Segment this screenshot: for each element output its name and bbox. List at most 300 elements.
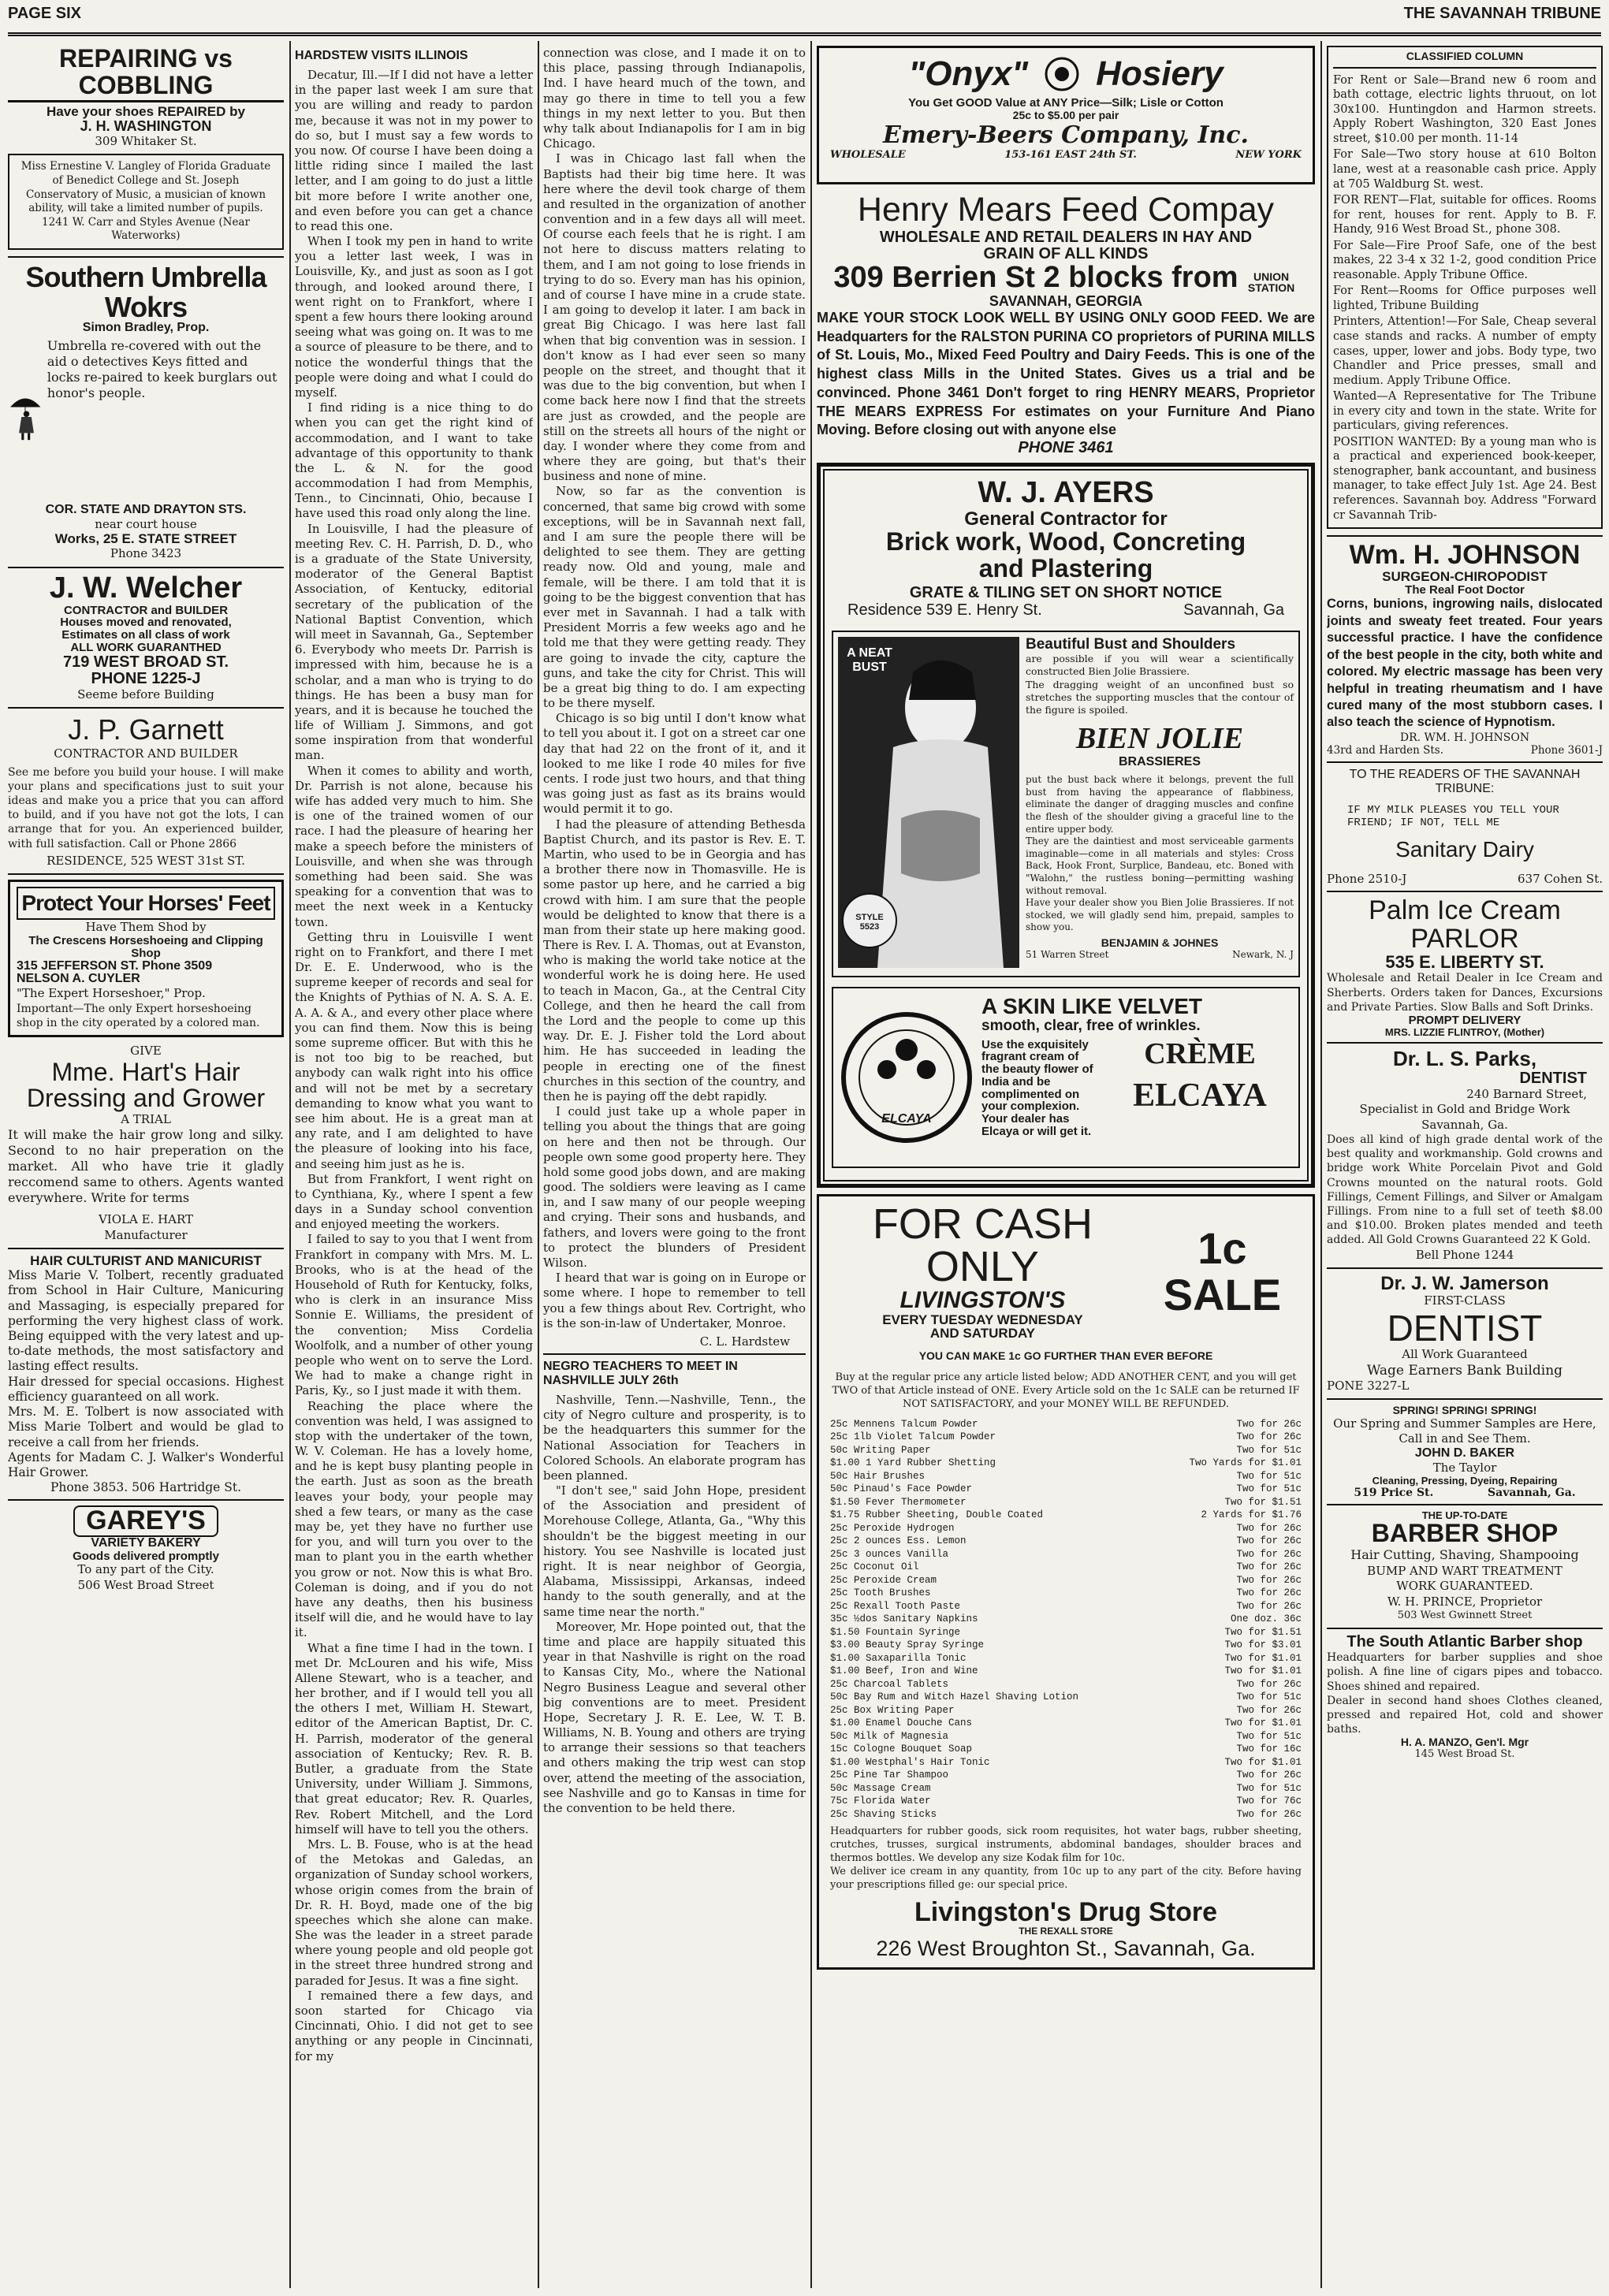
- ad-line: ALL WORK GUARANTHED: [70, 640, 222, 654]
- ad-p4: They are the daintiest and most serviceable garments imaginable—come in all materials and styles: Cross Back, Hook Front, Surplice, Bandeau, etc. Boned with "Walohn," the rustless boning—permitting washing without removal.: [1026, 835, 1294, 896]
- article-paragraph: What a fine time I had in the town. I met Dr. McLouren and his wife, Miss Allene Stewart, who is a teacher, and her brother, and if I would tell you all the others I met, William H. Stewart, editor of the American Baptist, Dr. C. H. Parrish, moderator of the general association of Kentucky; Rev. R. B. Butler, a graduate from the State University, under William J. Simmons, that great educator; Rev. R. Quarles, Rev. Robert Mitchell, and the Lord himself will have to tell you the others.: [295, 1640, 533, 1836]
- ad-mfr: Manufacturer: [104, 1227, 188, 1242]
- ad-address: 503 West Gwinnett Street: [1397, 1609, 1533, 1622]
- article-paragraph: Reaching the place where the convention was held, I was assigned to stop with the undertaker of the town, W. V. Coleman. He has a lovely home, and he is kept busy planting people in the earth. Just as soon as the breath leaves your body, your people may shed a few tears, or many as the case may be, yet they have no further use for you, and will turn you over to the man to plant you in the earth whether you grow or not. Now this is what Bro. Coleman is doing, and if you do not have any deaths, then his business itself will die, and he would have to lay it.: [295, 1398, 533, 1640]
- price-list-row: [830, 1613, 1302, 1626]
- item-name: 25c Shaving Sticks: [830, 1808, 937, 1820]
- ad-sub: WHOLESALE AND RETAIL DEALERS IN HAY AND: [879, 229, 1253, 246]
- emblem-icon: [1044, 56, 1080, 92]
- divider: [1327, 1504, 1603, 1505]
- ad-city: Newark, N. J: [1232, 948, 1294, 960]
- divider: [8, 1499, 284, 1501]
- ad-hart: [8, 1044, 284, 1243]
- price-list-row: [830, 1470, 1302, 1483]
- ad-sub: GRAIN OF ALL KINDS: [983, 245, 1149, 262]
- ad-line: Houses moved and renovated,: [60, 616, 232, 630]
- ad-owner: W. H. PRINCE, Proprietor: [1387, 1594, 1543, 1609]
- item-price: Two for 51c: [1236, 1444, 1302, 1456]
- ad-barber: [1327, 1510, 1603, 1623]
- item-price: Two for 26c: [1236, 1704, 1302, 1716]
- item-price: 2 Yards for $1.76: [1201, 1509, 1302, 1521]
- item-name: $1.00 Saxaparilla Tonic: [830, 1652, 967, 1664]
- item-name: 75c Florida Water: [830, 1795, 931, 1807]
- article-paragraph: Chicago is so big until I don't know what to tell you about it. I got on a street car one day that had 22 on the front of it, and it looked to me like I rode 40 miles for five cents. I rode just two hours, and that thing was going just as fast as its brains would would permit it to go.: [543, 711, 806, 817]
- ad-sub: CONTRACTOR AND BUILDER: [54, 746, 238, 761]
- ad-line: WORK GUARANTEED.: [1396, 1579, 1533, 1594]
- ad-address: 43rd and Harden Sts.: [1327, 743, 1444, 757]
- ad-address: 519 Price St.: [1354, 1486, 1434, 1499]
- ad-address: 719 WEST BROAD ST.: [62, 653, 229, 671]
- ad-residence: RESIDENCE, 525 WEST 31st ST.: [47, 853, 245, 868]
- ad-washington: [8, 46, 284, 149]
- ad-address: 226 West Broughton St., Savannah, Ga.: [876, 1936, 1256, 1960]
- price-list-row: [830, 1535, 1302, 1548]
- item-name: 25c Box Writing Paper: [830, 1704, 955, 1716]
- ad-badge: A NEAT BUST: [847, 646, 892, 674]
- item-name: 25c 3 ounces Vanilla: [830, 1548, 949, 1560]
- ad-line: Have Them Shod by: [85, 919, 207, 934]
- ad-city: NEW YORK: [1235, 148, 1302, 161]
- ad-days: EVERY TUESDAY WEDNESDAY: [882, 1312, 1083, 1327]
- ad-line: Estimates on all class of work: [61, 628, 230, 642]
- flower-wreath-illustration: [840, 995, 974, 1160]
- price-list-row: [830, 1782, 1302, 1795]
- article-title: NEGRO TEACHERS TO MEET IN NASHVILLE JULY 26th: [543, 1359, 738, 1387]
- item-name: $3.00 Beauty Spray Syringe: [830, 1639, 985, 1651]
- page-number: PAGE SIX: [8, 5, 81, 22]
- ad-logo: BIEN JOLIE: [1075, 722, 1244, 756]
- ad-city: SAVANNAH, GEORGIA: [989, 292, 1143, 309]
- price-list-row: [830, 1496, 1302, 1509]
- ad-sub: The Real Foot Doctor: [1405, 582, 1525, 597]
- price-list-row: [830, 1730, 1302, 1743]
- item-name: 50c Milk of Magnesia: [830, 1730, 949, 1742]
- classified-ad: POSITION WANTED: By a young man who is a practical and experienced book-keeper, stenographer, bank accountant, and business manager, to take effect July 1st. Age 24. Best references. Savannah boy. Address "Forward cr Savannah Trib-: [1333, 435, 1596, 522]
- ad-jamerson: [1327, 1274, 1603, 1394]
- item-name: $1.00 Beef, Iron and Wine: [830, 1665, 978, 1677]
- item-name: $1.75 Rubber Sheeting, Double Coated: [830, 1509, 1044, 1521]
- ad-title: Palm Ice Cream: [1369, 895, 1561, 925]
- ad-title: DENTIST: [1519, 1069, 1587, 1087]
- ad-brand: "Onyx": [908, 54, 1029, 93]
- divider: [1327, 1267, 1603, 1269]
- ad-p2: The dragging weight of an unconfined bust so stretches the supporting muscles that the contour of the figure is spoiled.: [1026, 678, 1294, 716]
- ad-give: GIVE: [130, 1044, 162, 1059]
- ad-spring: SPRING! SPRING! SPRING!: [1392, 1404, 1537, 1417]
- ad-body: Does all kind of high grade dental work of the best quality and workmanship. Gold crowns and bridge work White Porcelain Pivot and Gold Crowns mounted on the natural roots. Gold Fillings, Cement Fillings, and Silver or Amalgam Fillings. From nine to a full set of teeth $8.00 and $10.00. Broken plates mended and teeth added. All Gold Crowns Guaranteed 22 K Gold.: [1327, 1133, 1603, 1247]
- ad-rexall: THE REXALL STORE: [1019, 1926, 1113, 1937]
- article-paragraph: When it comes to ability and worth, Dr. Parrish is not alone, because his wife has added very much to him. She is one of the trained women of our race. I had the pleasure of hearing her make a speech before the ministers of Louisville, and when she was through something had been said. She was speaking for a convention that was to meet the next week in a Kentucky town.: [295, 763, 533, 929]
- item-name: 25c Coconut Oil: [830, 1561, 919, 1573]
- ad-welcher: [8, 573, 284, 702]
- ad-line: To any part of the City.: [77, 1562, 214, 1577]
- price-list-row: [830, 1639, 1302, 1652]
- ad-p3: Mrs. M. E. Tolbert is now associated with Miss Marie Tolbert and would be glad to receive a call from her friends.: [8, 1405, 284, 1449]
- item-price: Two for $1.01: [1224, 1665, 1302, 1677]
- ad-palm: [1327, 897, 1603, 1037]
- item-price: Two for $3.01: [1224, 1639, 1302, 1651]
- ad-phone: Phone 3853. 506 Hartridge St.: [50, 1480, 242, 1495]
- ad-works: Works, 25 E. STATE STREET: [54, 531, 237, 547]
- article-continued: [543, 46, 806, 2288]
- ad-line: GRATE & TILING SET ON SHORT NOTICE: [909, 584, 1223, 602]
- article-paragraph: But from Frankfort, I went right on to Cynthiana, Ky., where I spent a few days in a Sunday school convention and enjoyed meeting the workers.: [295, 1171, 533, 1232]
- ad-footer: Headquarters for rubber goods, sick room requisites, hot water bags, rubber sheeting, crutches, trusses, surgical instruments, abdominal bandages, shoulder braces and thermos bottles. We develop any size Kodak film for 10c.: [830, 1825, 1302, 1864]
- ad-body: Wholesale and Retail Dealer in Ice Cream and Sherberts. Orders taken for Dances, Excursions and Private Parties. Slow Balls and Soft Drinks.: [1327, 972, 1603, 1014]
- ad-body: Use the exquisitely fragrant cream of the beauty flower of India and be complimented on your complexion. Your dealer has Elcaya or will get it.: [981, 1037, 1093, 1138]
- item-name: 15c Cologne Bouquet Soap: [830, 1743, 973, 1755]
- ad-line: General Contractor for: [964, 508, 1168, 530]
- ad-brand: ELCAYA: [1133, 1077, 1267, 1114]
- article-signature: C. L. Hardstew: [699, 1334, 790, 1349]
- ad-title: FOR CASH ONLY: [872, 1200, 1093, 1291]
- ad-address2: near court house: [95, 516, 197, 531]
- divider: [8, 256, 284, 258]
- ad-p1: Miss Marie V. Tolbert, recently graduated from School in Hair Culture, Manicuring and Massaging, is especially prepared for performing the very highest class of work. Being equipped with the very latest and up-to-date methods, the most satisfactory and lasting effect results.: [8, 1268, 284, 1374]
- item-name: 25c Peroxide Cream: [830, 1574, 937, 1586]
- ad-building: Wage Earners Bank Building: [1366, 1362, 1563, 1379]
- ad-head: THE UP-TO-DATE: [1421, 1509, 1508, 1521]
- ad-head: TO THE READERS OF THE SAVANNAH TRIBUNE:: [1349, 767, 1581, 795]
- ad-dairy: [1327, 768, 1603, 886]
- classified-column: [1327, 46, 1603, 529]
- ad-name: Dr. J. W. Jamerson: [1380, 1273, 1549, 1295]
- item-price: Two for 26c: [1236, 1418, 1302, 1430]
- ad-intro: Buy at the regular price any article listed below; ADD ANOTHER CENT, and you will get TWO of that Article instead of ONE. Every Article sold on the 1c SALE can be returned IF NOT SATISFACTORY, and your MONEY WILL BE REFUNDED.: [832, 1371, 1300, 1410]
- price-list-row: [830, 1600, 1302, 1613]
- ad-elcaya: [832, 987, 1300, 1168]
- ad-address: 637 Cohen St.: [1518, 871, 1603, 886]
- article-paragraph: In Louisville, I had the pleasure of meeting Rev. C. H. Parrish, D. D., who is a graduate of the State University, moderator of the General Baptist Association, of Kentucky, editorial secretary of the publication of the National Baptist Convention, which will meet in Savannah, Ga., September 6. Everybody who meets Dr. Parrish is impressed with him, because he is a scholar, and a man who is trying to do things. He has been a busy man for years, and it is because he touched the life of William J. Simmons, and got some inspiration from that wonderful man.: [295, 521, 533, 763]
- page-header: [8, 5, 1601, 36]
- ad-sign: DR. WM. H. JOHNSON: [1399, 731, 1530, 744]
- ad-sale: 1c SALE: [1163, 1222, 1282, 1319]
- ad-tailor: The Taylor: [1432, 1460, 1497, 1475]
- item-price: Two for 26c: [1236, 1808, 1302, 1820]
- ad-line: and Plastering: [978, 553, 1153, 582]
- ad-line: Seeme before Building: [77, 687, 214, 701]
- item-price: Two for $1.51: [1224, 1496, 1302, 1508]
- item-price: Two for 26c: [1236, 1431, 1302, 1443]
- price-list-row: [830, 1691, 1302, 1704]
- article-paragraph: Nashville, Tenn.—Nashville, Tenn., the city of Negro culture and prosperity, is to be the headquarters this summer for the National Association for Teachers in Colored Schools. An elaborate program has been planned.: [543, 1392, 806, 1483]
- classified-ad: Printers, Attention!—For Sale, Cheap several case stands and racks. A number of empty cases, upper, lower and jobs. Body type, two Chandler and Price presses, small and medium. Apply Tribune Office.: [1333, 315, 1596, 387]
- classified-ad: For Sale—Two story house at 610 Bolton lane, west at a reasonable cash price. Apply at 705 Waldburg St. west.: [1333, 148, 1596, 191]
- ad-line: Brick work, Wood, Concreting: [885, 527, 1246, 556]
- classified-ad: Wanted—A Representative for The Tribune in every city and town in the state. Write for particulars, giving references.: [1333, 390, 1596, 433]
- item-price: Two for 26c: [1236, 1678, 1302, 1690]
- ad-phone: PHONE 1225-J: [91, 669, 201, 687]
- ad-guarantee: All Work Guaranteed: [1402, 1347, 1528, 1362]
- ad-p3: put the bust back where it belongs, prevent the full bust from having the appearance of flabbiness, eliminate the danger of dragging muscles and confine the flesh of the shoulder giving a graceful line to the entire upper body.: [1026, 774, 1294, 835]
- ad-trial: A TRIAL: [121, 1111, 171, 1126]
- ad-days: AND SATURDAY: [929, 1326, 1036, 1342]
- classified-ad: For Rent or Sale—Brand new 6 room and bath cottage, electric lights thruout, on lot 30x100. Huntingdon and Harmon streets. Apply Robert Washington, 320 East Jones street, $10.00 per month. 11-14: [1333, 73, 1596, 145]
- ad-name: W. J. AYERS: [978, 476, 1154, 510]
- ad-name: J. P. Garnett: [68, 713, 224, 746]
- ad-sub: smooth, clear, free of wrinkles.: [981, 1017, 1201, 1034]
- item-price: Two for $1.51: [1224, 1626, 1302, 1638]
- item-name: 25c Charcoal Tablets: [830, 1678, 949, 1690]
- ad-line: "The Expert Horseshoer," Prop.: [17, 986, 206, 1001]
- ad-ayers-frame: [817, 463, 1315, 1188]
- ad-umbrella: [8, 262, 284, 562]
- ad-title: PARLOR: [1410, 923, 1519, 954]
- ad-city: Savannah, Ga.: [1488, 1486, 1576, 1499]
- ad-residence: Residence 539 E. Henry St.: [847, 601, 1042, 620]
- ad-services: Cleaning, Pressing, Dyeing, Repairing: [1372, 1475, 1558, 1487]
- article-paragraph: "I don't see," said John Hope, president of the Association and president of Morehouse College, Atlanta, Ga., "Why this shouldn't be the biggest meeting in our history. You see Nashville is located just right. It is near neighbor of Georgia, Alabama, Mississippi, Arkansas, indeed handy to the south generally, and at the same time near the north.": [543, 1483, 806, 1619]
- ad-name: J. H. WASHINGTON: [80, 118, 212, 135]
- item-name: $1.50 Fever Thermometer: [830, 1496, 967, 1508]
- ad-store: Livingston's Drug Store: [914, 1896, 1217, 1927]
- ad-body: Corns, bunions, ingrowing nails, dislocated joints and sweaty feet treated. Four years successful practice. I have the confidence of the best people in the city, both white and colored. My electric massage has been very helpful in treating rheumatism and I have cured many of the most stubborn cases. I also teach the science of Hypnotism.: [1327, 597, 1603, 730]
- price-list-row: [830, 1444, 1302, 1457]
- item-price: Two for $1.01: [1224, 1652, 1302, 1664]
- price-list-row: [830, 1548, 1302, 1561]
- item-price: One doz. 36c: [1230, 1613, 1302, 1625]
- item-price: Two for 51c: [1236, 1782, 1302, 1794]
- item-price: Two for 26c: [1236, 1769, 1302, 1781]
- item-name: 25c Rexall Tooth Paste: [830, 1600, 961, 1612]
- ad-garey: [8, 1505, 284, 1593]
- ad-address: 535 E. LIBERTY ST.: [1385, 952, 1544, 973]
- item-name: $1.00 Westphal's Hair Tonic: [830, 1756, 990, 1768]
- ad-body: MAKE YOUR STOCK LOOK WELL BY USING ONLY GOOD FEED. We are Headquarters for the RALSTON PURINA CO proprietors of PURINA MILLS of St. Louis, Mo., Mixed Feed Poultry and Dairy Feeds. This is one of the highest class Mills in the United States. Gives us a trial and be convinced. Phone 3461 Don't forget to ring HENRY MEARS, Proprietor THE MEARS EXPRESS For estimates on your Furniture And Piano Moving. Before closing out with anyone else: [817, 309, 1315, 438]
- price-list-row: [830, 1795, 1302, 1808]
- ad-msg: IF MY MILK PLEASES YOU TELL YOUR FRIEND; IF NOT, TELL ME: [1347, 803, 1559, 829]
- ad-title: REPAIRING vs COBBLING: [8, 46, 284, 102]
- ad-name: Wm. H. JOHNSON: [1349, 540, 1581, 571]
- ad-south-atlantic: [1327, 1634, 1603, 1762]
- ad-title: GAREY'S: [73, 1505, 218, 1537]
- divider: [1327, 761, 1603, 763]
- ad-name: Sanitary Dairy: [1395, 836, 1534, 861]
- ad-name: Dr. L. S. Parks,: [1392, 1047, 1537, 1071]
- ad-station: UNION STATION: [1247, 270, 1295, 295]
- ad-address: 315 JEFFERSON ST. Phone 3509: [17, 958, 213, 973]
- column-rule: [289, 41, 291, 2288]
- ad-mears: [817, 191, 1315, 456]
- ad-owner: NELSON A. CUYLER: [17, 972, 140, 986]
- ad-phone: PONE 3227-L: [1327, 1378, 1410, 1393]
- price-list-row: [830, 1509, 1302, 1522]
- item-name: 50c Massage Cream: [830, 1782, 931, 1794]
- ad-body: It will make the hair grow long and silky. Second to no hair preperation on the market. All who have trie it gladly reccomend same to others. Agents wanted everywhere. Write for terms: [8, 1127, 284, 1206]
- ad-address: 506 West Broad Street: [77, 1577, 214, 1592]
- price-list-row: [830, 1522, 1302, 1535]
- item-price: Two for $1.01: [1224, 1756, 1302, 1768]
- item-name: 25c Peroxide Hydrogen: [830, 1522, 955, 1534]
- column-ads-left: [8, 46, 284, 1598]
- price-list-row: [830, 1769, 1302, 1782]
- ad-price: 25c to $5.00 per pair: [1012, 108, 1119, 121]
- item-name: 50c Pinaud's Face Powder: [830, 1483, 973, 1495]
- item-price: Two for $1.01: [1224, 1717, 1302, 1729]
- ad-title: BARBER SHOP: [1371, 1519, 1559, 1548]
- item-price: Two for 51c: [1236, 1691, 1302, 1703]
- price-list-row: [830, 1665, 1302, 1678]
- item-name: 50c Writing Paper: [830, 1444, 931, 1456]
- item-name: 25c Mennens Talcum Powder: [830, 1418, 978, 1430]
- item-name: 50c Bay Rum and Witch Hazel Shaving Lotion: [830, 1691, 1079, 1703]
- column-rule: [810, 41, 812, 2288]
- item-price: Two for 51c: [1236, 1730, 1302, 1742]
- divider: [1327, 891, 1603, 892]
- ad-name: J. W. Welcher: [49, 571, 243, 605]
- article-paragraph: I could just take up a whole paper in telling you about the things that are going on here and then not be through. Our people own some good property here. They hold some good jobs down, and are making good. The soldiers were leaving as I came in, and I saw many of our people weeping and crying. Their sons and husbands, and fathers, and lovers were going to the front to protect the blunders of President Wilson.: [543, 1104, 806, 1270]
- ad-address: 309 Berrien St 2 blocks from: [833, 261, 1238, 294]
- ad-delivery: PROMPT DELIVERY: [1408, 1013, 1521, 1027]
- ad-logo-sub: BRASSIERES: [1118, 755, 1201, 769]
- article-paragraph: Now, so far as the convention is concerned, that same big crowd with some exceptions, will be in Savannah next fall, and I am sure the people there will be delighted to see them. They are getting ready now. Old and young, male and female, will be there. I am told that it is going to be the biggest convention that has ever met in Savannah. I had a talk with President Morris a few weeks ago and he told me that they were getting ready. They are going to invade the city, capture the guns, and take the city for Christ. This will be a great big thing to do. I am expecting to be there myself.: [543, 484, 806, 711]
- article-paragraph: I failed to say to you that I went from Frankfort in company with Mrs. M. L. Brooks, who is at the head of the Household of Ruth for Kentucky, folks, who is clerk in an insurance Miss Sonnie E. Williams, the president of the convention; Miss Cordelia Woolfolk, and a number of other young people who went on to serve the Lord. We had to make a change right in Paris, Ky., so I just made it with them.: [295, 1232, 533, 1398]
- divider: [1327, 1398, 1603, 1400]
- ad-line: BUMP AND WART TREATMENT: [1367, 1563, 1562, 1578]
- ad-brand: CRÈME: [1144, 1036, 1256, 1070]
- price-list-row: [830, 1587, 1302, 1600]
- ad-address: 240 Barnard Street,: [1466, 1086, 1587, 1101]
- item-price: Two for 26c: [1236, 1561, 1302, 1573]
- ad-phone: Phone 3423: [110, 546, 182, 561]
- item-price: Two for 51c: [1236, 1470, 1302, 1482]
- article-paragraph: When I took my pen in hand to write you a letter last week, I was in Louisville, Ky., and just as soon as I got through, and looked around there, I went right on to Frankfort, where I spent a few hours there looking around seeing what was going on. It was to me a source of pleasure to be there, and to notice the wonderful things that the people were doing and what I could do myself.: [295, 234, 533, 400]
- ad-livingston: [817, 1194, 1315, 1970]
- ad-line: Hair Cutting, Shaving, Shampooing: [1350, 1546, 1579, 1562]
- ad-address: 51 Warren Street: [1026, 948, 1109, 960]
- ad-address: 145 West Broad St.: [1414, 1747, 1515, 1760]
- ad-line: Have your shoes REPAIRED by: [47, 104, 245, 120]
- ad-tolbert: [8, 1254, 284, 1494]
- item-name: 35c ½dos Sanitary Napkins: [830, 1613, 978, 1625]
- classified-ad: FOR RENT—Flat, suitable for offices. Rooms for rent, houses for rent. Apply to B. F. Handy, 916 West Broad St., phone 308.: [1333, 194, 1596, 236]
- article-paragraph: Mrs. L. B. Fouse, who is at the head of the Metokas and Galedas, an organization of Sunday school workers, whose origin comes from the brain of Dr. R. H. Boyd, made one of the big speeches which she alone can make. She was the leader in a street parade where young people and old people got in the street three hundred strong and paraded for Jesus. It was a fine sight.: [295, 1836, 533, 1988]
- price-list-row: [830, 1678, 1302, 1691]
- ad-langley: [8, 154, 284, 249]
- ad-p2: Hair dressed for special occasions. Highest efficiency guaranteed on all work.: [8, 1374, 284, 1404]
- price-list-row: [830, 1652, 1302, 1665]
- item-price: Two for 51c: [1236, 1483, 1302, 1495]
- item-price: Two for 26c: [1236, 1522, 1302, 1534]
- ad-address: COR. STATE AND DRAYTON STS.: [45, 503, 247, 517]
- price-list-row: [830, 1483, 1302, 1496]
- divider: [1327, 1042, 1603, 1044]
- ad-title: HAIR CULTURIST AND MANICURIST: [30, 1253, 262, 1269]
- ad-badge: ELCAYA: [881, 1112, 932, 1126]
- ad-johnson: [1327, 541, 1603, 757]
- ad-title: SURGEON-CHIROPODIST: [1382, 568, 1548, 584]
- item-price: Two for 26c: [1236, 1548, 1302, 1560]
- column-ads-right: [1327, 46, 1603, 1766]
- article-paragraph: I had the pleasure of attending Bethesda Baptist Church, and its pastor is Rev. E. T. Martin, who used to be in Georgia and has a brother there now in Thomasville. He is some pastor up here, and he carried a big crowd with him. I am sure that the people would be delighted to know that there is a man from their state up here making good. There is Rev. I. A. Thomas, out at Evanston, who is making the world take notice at the wonderful work he is doing here. He used to teach in Macon, Ga., at the Central City College, and then he heard the call from the Lord and the people to come up this way. Dr. E. J. Fisher told the Lord about him. He has succeeded in leading the people in erecting one of the finest churches in this section of the country, and then he is paying off the debt rapidly.: [543, 817, 806, 1103]
- item-price: Two for 76c: [1236, 1795, 1302, 1807]
- ad-name: VIOLA E. HART: [98, 1212, 194, 1227]
- ad-address: 309 Whitaker St.: [95, 133, 197, 148]
- divider: [8, 873, 284, 875]
- item-name: 25c 1lb Violet Talcum Powder: [830, 1431, 996, 1443]
- item-price: Two for 26c: [1236, 1574, 1302, 1586]
- ad-title: The South Atlantic Barber shop: [1346, 1633, 1583, 1651]
- item-price: Two Yards for $1.01: [1189, 1457, 1302, 1469]
- item-price: Two for 16c: [1236, 1743, 1302, 1755]
- column-ads-center: [817, 46, 1315, 1976]
- item-name: $1.50 Fountain Syringe: [830, 1626, 961, 1638]
- ad-owner: MRS. LIZZIE FLINTROY, (Mother): [1384, 1025, 1545, 1038]
- article-paragraph: I was in Chicago last fall when the Baptists had their big time here. It was here where the devil took charge of them and resulted in the organization of another convention and in a few days all will meet. Of course each feels that he is right. I am not here to discuss matters relating to them, and I am not going to lose friends in trying to do so. Every man has his opinion, and of course I have mine in a crude state. I am going to develop it later. I am back in great Big Chicago. I was here last fall when that big convention was in session. I don't know as I had ever seen so many people on the street, and thought that it was due to the big convention, but when I come back here now I find that the streets are just as crowded, and the people are still on the streets all hours of the night or day. I wonder where they come from and where they are going, but that's their business and none of mine.: [543, 151, 806, 484]
- price-list-row: [830, 1704, 1302, 1717]
- ad-body: See me before you build your house. I will make your plans and specifications just to suit your ideas and make you a price that you can afford to build, and if you have not got the lots, I can arrange that for you. An experienced builder, with full satisfaction. Call or Phone 2866: [8, 765, 284, 850]
- price-list-row: [830, 1756, 1302, 1769]
- article-paragraph: I find riding is a nice thing to do when you can get the right kind of accommodation, and I want to take advantage of this opportunity to thank the L. & N. for the good accommodation I had from Memphis, Tenn., to Cincinnati, Ohio, because I have used this road only along the line.: [295, 400, 533, 521]
- price-list-row: [830, 1574, 1302, 1587]
- paper-name: THE SAVANNAH TRIBUNE: [1403, 5, 1601, 22]
- article-paragraph: connection was close, and I made it on to this place, passing through Indianapolis, Ind. I have heard much of the town, and may go there in time to tell you a few things in my next letter to you. But then why talk about Indianapolis for I am in big Chicago.: [543, 46, 806, 151]
- ad-head: Beautiful Bust and Shoulders: [1026, 636, 1236, 653]
- ad-maker: BENJAMIN & JOHNES: [1101, 936, 1219, 949]
- ad-phone: Phone 2510-J: [1327, 871, 1407, 886]
- item-name: $1.00 1 Yard Rubber Shetting: [830, 1457, 996, 1469]
- item-name: 25c Tooth Brushes: [830, 1587, 931, 1599]
- item-price: Two for 26c: [1236, 1535, 1302, 1547]
- ad-p4: Agents for Madam C. J. Walker's Wonderful Hair Grower.: [8, 1449, 284, 1479]
- ad-body: Umbrella re-covered with out the aid o detectives Keys fitted and locks re-paired to keek burglars out honor's people.: [47, 338, 277, 401]
- ad-title: Mme. Hart's Hair Dressing and Grower: [26, 1057, 266, 1113]
- ad-parks: [1327, 1048, 1603, 1263]
- ad-line: The Crescens Horseshoeing and Clipping Shop: [28, 934, 263, 960]
- price-list: [830, 1418, 1302, 1822]
- ad-city: Savannah, Ga.: [1421, 1117, 1508, 1132]
- article-paragraph: Moreover, Mr. Hope pointed out, that the time and place are happily situated this year in that Nashville is right on the road to Kansas City, Mo., where the National Negro Business League and several other big conventions are to meet. President Hope, Secretary J. R. E. Lee, W. T. B. Williams, N. B. Young and others are trying to arrange their sessions so that teachers and others making the trip west can stop over, attend the meeting of the association, see Nashville and go to Kansas in time for the convention to be held there.: [543, 1619, 806, 1815]
- ad-word: Hosiery: [1096, 54, 1224, 93]
- ad-name: JOHN D. BAKER: [1414, 1446, 1515, 1460]
- ad-onyx: [817, 46, 1315, 184]
- ad-p1: are possible if you will wear a scientifically constructed Bien Jolie Brassiere.: [1026, 653, 1294, 678]
- classified-ad: For Sale—Fire Proof Safe, one of the best makes, 22 3-4 x 32 1-2, good condition Price reasonable. Apply Tribune Office.: [1333, 239, 1596, 281]
- ad-phone: PHONE 3461: [1018, 439, 1114, 457]
- article-paragraph: I remained there a few days, and soon started for Chicago via Cincinnati, Ohio. I did not get to see anything or any people in Cincinnati, for my: [295, 1988, 533, 2063]
- ad-footer: We deliver ice cream in any quantity, from 10c up to any part of the city. Before having your prescriptions filled ge: our special price.: [830, 1865, 1302, 1891]
- divider: [8, 567, 284, 568]
- ad-class: FIRST-CLASS: [1424, 1293, 1506, 1308]
- classified-title: CLASSIFIED COLUMN: [1333, 50, 1596, 69]
- ad-line: Goods delivered promptly: [73, 1549, 219, 1563]
- price-list-row: [830, 1431, 1302, 1444]
- ad-baker: [1327, 1405, 1603, 1499]
- umbrella-girl-illustration: [8, 338, 43, 496]
- ad-style: STYLE 5523: [855, 913, 884, 932]
- article-paragraph: Decatur, Ill.—If I did not have a letter in the paper last week I am sure that you are willing and ready to pardon me, because it was not in my power to do so, but I must say a few words to you now. Of course I have been doing a little riding since I mailed the last letter, and I am going to do just a little bit more before I write another one, and even before you can get a chance to read this one.: [295, 68, 533, 233]
- price-list-row: [830, 1717, 1302, 1730]
- ad-garnett: [8, 713, 284, 869]
- ad-sub: VARIETY BAKERY: [91, 1535, 201, 1550]
- article-hardstew: [295, 46, 533, 2288]
- ad-wholesale: WHOLESALE: [830, 148, 906, 161]
- ad-body: Dealer in second hand shoes Clothes cleaned, pressed and repaired Hot, cold and shower baths.: [1327, 1694, 1603, 1736]
- item-price: Two for 26c: [1236, 1587, 1302, 1599]
- ad-title: Southern Umbrella Wokrs: [25, 260, 266, 323]
- classified-ad: For Rent—Rooms for Office purposes well lighted, Tribune Building: [1333, 285, 1596, 312]
- ad-title: Henry Mears Feed Compay: [857, 191, 1275, 229]
- divider: [1327, 535, 1603, 537]
- price-list-row: [830, 1743, 1302, 1756]
- ad-owner: H. A. MANZO, Gen'l. Mgr: [1400, 1736, 1529, 1749]
- ad-line: Important—The only Expert horseshoeing shop in the city operated by a colored man.: [17, 1002, 260, 1029]
- ad-maker: Emery-Beers Company, Inc.: [883, 121, 1249, 149]
- ad-benjolie: [832, 631, 1300, 977]
- ad-body: Our Spring and Summer Samples are Here, Call in and See Them.: [1333, 1416, 1596, 1446]
- article-title: HARDSTEW VISITS ILLINOIS: [295, 49, 468, 62]
- ad-body: Headquarters for barber supplies and shoe polish. A fine line of cigars pipes and tobacco. Shoes shined and repaired.: [1327, 1651, 1603, 1693]
